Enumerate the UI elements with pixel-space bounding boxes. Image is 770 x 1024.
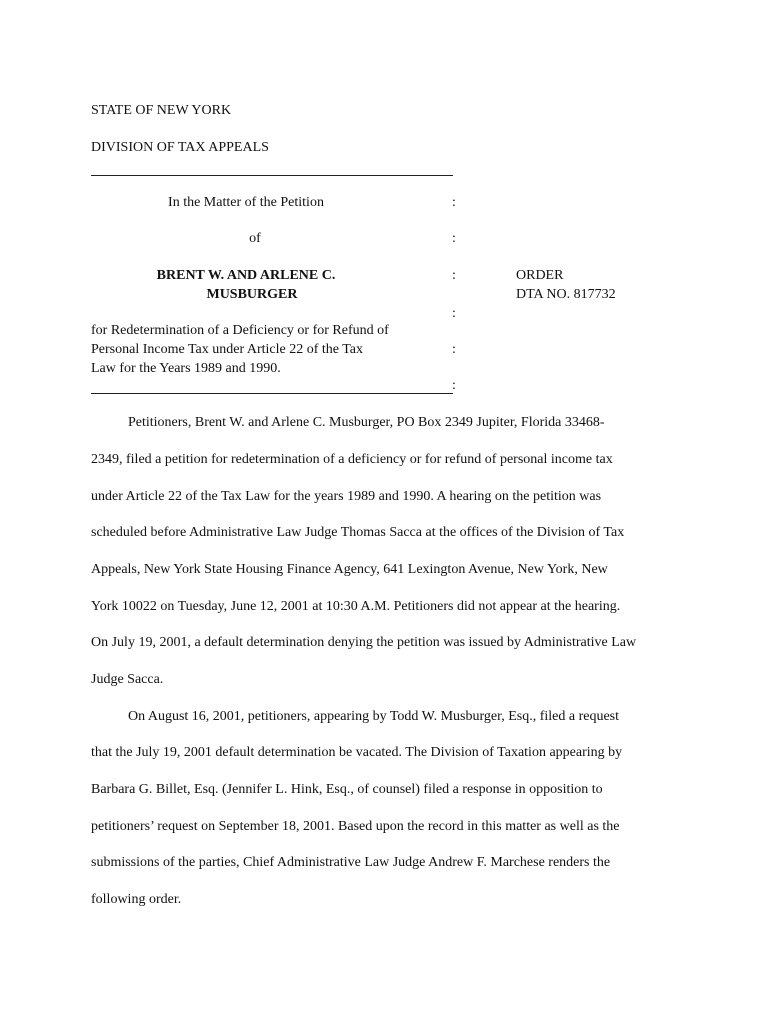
paragraph-line: Barbara G. Billet, Esq. (Jennifer L. Hink, Esq., of counsel) filed a response in opposition to	[91, 782, 603, 797]
paragraph-line: petitioners’ request on September 18, 2001. Based upon the record in this matter as well as the	[91, 819, 620, 834]
caption-top-rule	[91, 175, 453, 176]
matter-line: In the Matter of the Petition	[168, 195, 324, 210]
order-label: ORDER	[516, 268, 564, 283]
paragraph-line: Appeals, New York State Housing Finance Agency, 641 Lexington Avenue, New York, New	[91, 562, 608, 577]
caption-colon: :	[452, 378, 456, 393]
purpose-line3: Law for the Years 1989 and 1990.	[91, 361, 281, 376]
caption-bottom-rule	[91, 393, 453, 394]
paragraph-line: On August 16, 2001, petitioners, appearing by Todd W. Musburger, Esq., filed a request	[128, 709, 619, 724]
paragraph-line: following order.	[91, 892, 182, 907]
paragraph-line: that the July 19, 2001 default determination be vacated. The Division of Taxation appearing by	[91, 745, 623, 760]
paragraph-line: York 10022 on Tuesday, June 12, 2001 at 10:30 A.M. Petitioners did not appear at the hearing.	[91, 599, 621, 614]
paragraph-line: under Article 22 of the Tax Law for the years 1989 and 1990. A hearing on the petition was	[91, 489, 602, 504]
paragraph-line: submissions of the parties, Chief Administrative Law Judge Andrew F. Marchese renders the	[91, 855, 611, 870]
caption-colon: :	[452, 306, 456, 321]
caption-colon: :	[452, 268, 456, 283]
dta-number: DTA NO. 817732	[516, 287, 616, 302]
paragraph-line: On July 19, 2001, a default determination denying the petition was issued by Administrative Law	[91, 635, 637, 650]
state-heading: STATE OF NEW YORK	[91, 103, 232, 118]
division-heading: DIVISION OF TAX APPEALS	[91, 140, 269, 155]
caption-colon: :	[452, 231, 456, 246]
petitioner-name-line2: MUSBURGER	[206, 287, 298, 302]
paragraph-line: scheduled before Administrative Law Judge Thomas Sacca at the offices of the Division of Tax	[91, 525, 625, 540]
paragraph-line: Judge Sacca.	[91, 672, 164, 687]
of-line: of	[249, 231, 261, 246]
petitioner-name-line1: BRENT W. AND ARLENE C.	[156, 268, 336, 283]
purpose-line2: Personal Income Tax under Article 22 of the Tax	[91, 342, 364, 357]
caption-colon: :	[452, 342, 456, 357]
paragraph-line: Petitioners, Brent W. and Arlene C. Musburger, PO Box 2349 Jupiter, Florida 33468-	[128, 415, 605, 430]
paragraph-line: 2349, filed a petition for redetermination of a deficiency or for refund of personal income tax	[91, 452, 613, 467]
caption-colon: :	[452, 195, 456, 210]
purpose-line1: for Redetermination of a Deficiency or for Refund of	[91, 323, 389, 338]
